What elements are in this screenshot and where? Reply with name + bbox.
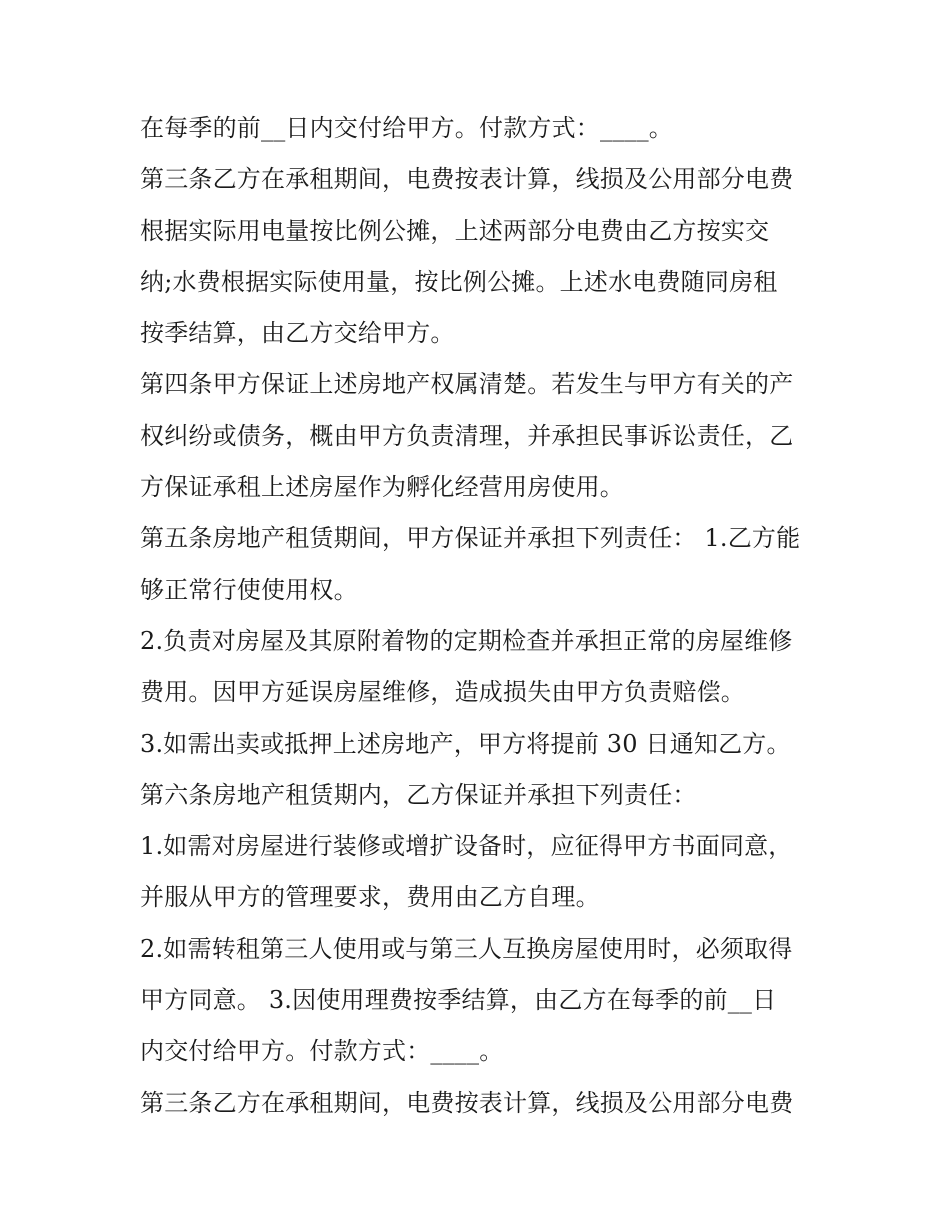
text-line: 按季结算，由乙方交给甲方。	[140, 319, 455, 348]
text-line: 3.如需出卖或抵押上述房地产，甲方将提前 30 日通知乙方。	[140, 729, 791, 758]
text-line: 甲方同意。 3.因使用理费按季结算，由乙方在每季的前__日	[140, 986, 777, 1015]
text-line: 2.如需转租第三人使用或与第三人互换房屋使用时，必须取得	[140, 934, 793, 963]
text-line: 够正常行使使用权。	[140, 575, 358, 604]
text-line: 2.负责对房屋及其原附着物的定期检查并承担正常的房屋维修	[140, 626, 793, 655]
text-line: 第三条乙方在承租期间，电费按表计算，线损及公用部分电费	[140, 1088, 794, 1117]
text-line: 方保证承租上述房屋作为孵化经营用房使用。	[140, 473, 624, 502]
text-line: 1.如需对房屋进行装修或增扩设备时，应征得甲方书面同意，	[140, 832, 793, 861]
document-body	[140, 103, 820, 1129]
text-line: 第五条房地产租赁期间，甲方保证并承担下列责任： 1.乙方能	[140, 524, 801, 553]
text-line: 内交付给甲方。付款方式：____。	[140, 1037, 504, 1066]
text-line: 费用。因甲方延误房屋维修，造成损失由甲方负责赔偿。	[140, 678, 745, 707]
text-line: 根据实际用电量按比例公摊，上述两部分电费由乙方按实交	[140, 216, 770, 245]
text-line: 在每季的前__日内交付给甲方。付款方式：____。	[140, 114, 673, 142]
text-line: 并服从甲方的管理要求，费用由乙方自理。	[140, 883, 600, 912]
text-line: 纳;水费根据实际使用量，按比例公摊。上述水电费随同房租	[140, 267, 778, 296]
text-line: 第四条甲方保证上述房地产权属清楚。若发生与甲方有关的产	[140, 370, 794, 399]
text-line: 权纠纷或债务，概由甲方负责清理，并承担民事诉讼责任，乙	[140, 421, 794, 450]
text-line: 第三条乙方在承租期间，电费按表计算，线损及公用部分电费	[140, 165, 794, 194]
text-line: 第六条房地产租赁期内，乙方保证并承担下列责任：	[140, 780, 697, 809]
